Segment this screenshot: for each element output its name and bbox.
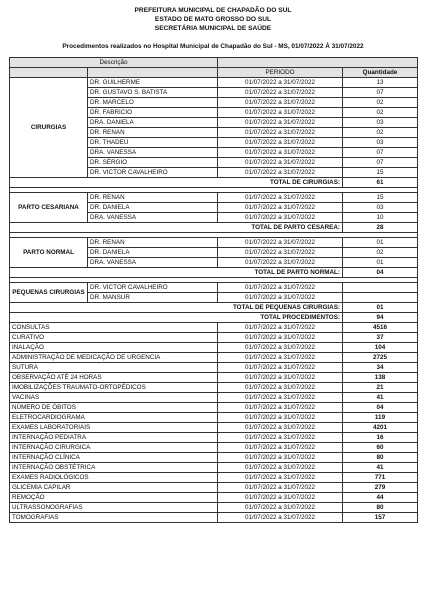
periodo-cell: 01/07/2022 a 31/07/2022 <box>218 108 343 118</box>
table-row <box>10 483 418 493</box>
table-row <box>10 433 418 443</box>
table-header-row-1 <box>10 58 418 68</box>
quantity-cell: 02 <box>343 248 418 258</box>
procedure-name: ULTRASSONOGRAFIAS <box>10 503 218 513</box>
procedure-name: SUTURA <box>10 363 218 373</box>
quantity-cell: 10 <box>343 213 418 223</box>
doctor-name: DR. DANIELA <box>88 248 218 258</box>
table-row <box>10 238 418 248</box>
quantity-cell: 44 <box>343 493 418 503</box>
quantity-cell: 21 <box>343 383 418 393</box>
table-row <box>10 513 418 523</box>
quantity-cell: 41 <box>343 463 418 473</box>
periodo-cell: 01/07/2022 a 31/07/2022 <box>218 118 343 128</box>
periodo-cell: 01/07/2022 a 31/07/2022 <box>218 248 343 258</box>
col-descricao-header: Descrição <box>10 58 218 68</box>
quantity-cell: 02 <box>343 128 418 138</box>
doctor-name: DR. RENAN <box>88 193 218 203</box>
periodo-cell: 01/07/2022 a 31/07/2022 <box>218 138 343 148</box>
periodo-cell: 01/07/2022 a 31/07/2022 <box>218 193 343 203</box>
procedure-name: EXAMES RADIOLÓGICOS <box>10 473 218 483</box>
quantity-cell: 07 <box>343 158 418 168</box>
doctor-name: DR. SÉRGIO <box>88 158 218 168</box>
table-row <box>10 503 418 513</box>
total-procedimentos-row <box>10 313 418 323</box>
procedure-name: INTERNAÇÃO CLÍNICA <box>10 453 218 463</box>
quantity-cell: 138 <box>343 373 418 383</box>
col-quantidade-header: Quantidade <box>343 68 418 78</box>
table-row <box>10 413 418 423</box>
quantity-cell <box>343 293 418 303</box>
procedure-name: TOMOGRAFIAS <box>10 513 218 523</box>
group-total-label: TOTAL DE PARTO NORMAL: <box>10 268 343 278</box>
col-periodo-header: PERIODO <box>218 68 343 78</box>
doctor-name: DRA. VANESSA <box>88 148 218 158</box>
quantity-cell: 4201 <box>343 423 418 433</box>
doctor-name: DR. MANSUR <box>88 293 218 303</box>
table-row <box>10 423 418 433</box>
periodo-cell: 01/07/2022 a 31/07/2022 <box>218 323 343 333</box>
table-row <box>10 403 418 413</box>
procedure-name: INTERNAÇÃO OBSTÉTRICA <box>10 463 218 473</box>
quantity-cell: 60 <box>343 443 418 453</box>
table-row <box>10 78 418 88</box>
periodo-cell: 01/07/2022 a 31/07/2022 <box>218 293 343 303</box>
periodo-cell: 01/07/2022 a 31/07/2022 <box>218 148 343 158</box>
table-row <box>10 343 418 353</box>
periodo-cell: 01/07/2022 a 31/07/2022 <box>218 238 343 248</box>
quantity-cell: 03 <box>343 138 418 148</box>
table-row <box>10 473 418 483</box>
total-procedimentos-value: 94 <box>343 313 418 323</box>
doctor-name: DR. VICTOR CAVALHEIRO <box>88 168 218 178</box>
periodo-cell: 01/07/2022 a 31/07/2022 <box>218 343 343 353</box>
periodo-cell: 01/07/2022 a 31/07/2022 <box>218 503 343 513</box>
quantity-cell: 104 <box>343 343 418 353</box>
procedure-name: REMOÇÃO <box>10 493 218 503</box>
table-row <box>10 453 418 463</box>
periodo-cell: 01/07/2022 a 31/07/2022 <box>218 393 343 403</box>
group-total-label: TOTAL DE PEQUENAS CIRURGIAS: <box>10 303 343 313</box>
table-row <box>10 363 418 373</box>
category-label: PARTO CESARIANA <box>10 193 88 223</box>
periodo-cell: 01/07/2022 a 31/07/2022 <box>218 473 343 483</box>
doctor-name: DRA. VANESSA <box>88 213 218 223</box>
quantity-cell: 01 <box>343 258 418 268</box>
procedure-name: EXAMES LABORATORIAIS <box>10 423 218 433</box>
quantity-cell: 279 <box>343 483 418 493</box>
quantity-cell: 16 <box>343 433 418 443</box>
periodo-cell: 01/07/2022 a 31/07/2022 <box>218 483 343 493</box>
doctor-name: DR. FABRICIO <box>88 108 218 118</box>
procedure-name: INTERNAÇÃO CIRURGICA <box>10 443 218 453</box>
doctor-name: DR. MARCELO <box>88 98 218 108</box>
group-total-label: TOTAL DE PARTO CESAREA: <box>10 223 343 233</box>
group-total-value: 01 <box>343 303 418 313</box>
group-total-label: TOTAL DE CIRURGIAS: <box>10 178 343 188</box>
procedure-name: INTERNAÇÃO PEDIATRA <box>10 433 218 443</box>
periodo-cell: 01/07/2022 a 31/07/2022 <box>218 513 343 523</box>
table-header-row-2 <box>10 68 418 78</box>
group-total-value: 28 <box>343 223 418 233</box>
table-row <box>10 463 418 473</box>
quantity-cell: 07 <box>343 148 418 158</box>
procedure-name: OBSERVAÇÃO ATÉ 24 HORAS <box>10 373 218 383</box>
procedure-name: IMOBILIZAÇÕES TRAUMATO-ORTOPÉDICOS <box>10 383 218 393</box>
periodo-cell: 01/07/2022 a 31/07/2022 <box>218 353 343 363</box>
category-label: PARTO NORMAL <box>10 238 88 268</box>
periodo-cell: 01/07/2022 a 31/07/2022 <box>218 333 343 343</box>
quantity-cell: 41 <box>343 393 418 403</box>
doctor-name: DR. GUSTAVO S. BATISTA <box>88 88 218 98</box>
table-row <box>10 443 418 453</box>
periodo-cell: 01/07/2022 a 31/07/2022 <box>218 128 343 138</box>
periodo-cell: 01/07/2022 a 31/07/2022 <box>218 158 343 168</box>
periodo-cell: 01/07/2022 a 31/07/2022 <box>218 423 343 433</box>
periodo-cell: 01/07/2022 a 31/07/2022 <box>218 78 343 88</box>
procedure-name: INALAÇÃO <box>10 343 218 353</box>
quantity-cell: 15 <box>343 168 418 178</box>
periodo-cell: 01/07/2022 a 31/07/2022 <box>218 88 343 98</box>
procedure-name: CONSULTAS <box>10 323 218 333</box>
quantity-cell: 80 <box>343 503 418 513</box>
group-total-row <box>10 178 418 188</box>
header-line-1: PREFEITURA MUNICIPAL DE CHAPADÃO DO SUL <box>134 7 292 14</box>
group-total-row <box>10 268 418 278</box>
quantity-cell: 119 <box>343 413 418 423</box>
quantity-cell: 37 <box>343 333 418 343</box>
doctor-name: DR. RENAN <box>88 128 218 138</box>
periodo-cell: 01/07/2022 a 31/07/2022 <box>218 453 343 463</box>
periodo-cell: 01/07/2022 a 31/07/2022 <box>218 493 343 503</box>
table-row <box>10 493 418 503</box>
group-total-value: 04 <box>343 268 418 278</box>
procedure-name: VACINAS <box>10 393 218 403</box>
quantity-cell: 80 <box>343 453 418 463</box>
periodo-cell: 01/07/2022 a 31/07/2022 <box>218 363 343 373</box>
table-row <box>10 323 418 333</box>
total-procedimentos-label: TOTAL PROCEDIMENTOS: <box>10 313 343 323</box>
header-empty-cell <box>218 58 418 68</box>
periodo-cell: 01/07/2022 a 31/07/2022 <box>218 258 343 268</box>
periodo-cell: 01/07/2022 a 31/07/2022 <box>218 403 343 413</box>
table-row <box>10 373 418 383</box>
quantity-cell: 13 <box>343 78 418 88</box>
periodo-cell: 01/07/2022 a 31/07/2022 <box>218 433 343 443</box>
doctor-name: DR. THADEU <box>88 138 218 148</box>
procedure-name: NÚMERO DE ÓBITOS <box>10 403 218 413</box>
quantity-cell: 02 <box>343 108 418 118</box>
periodo-cell: 01/07/2022 a 31/07/2022 <box>218 213 343 223</box>
header-line-2: ESTADO DE MATO GROSSO DO SUL <box>154 16 272 23</box>
quantity-cell: 07 <box>343 88 418 98</box>
periodo-cell: 01/07/2022 a 31/07/2022 <box>218 168 343 178</box>
quantity-cell: 03 <box>343 203 418 213</box>
quantity-cell: 04 <box>343 403 418 413</box>
periodo-cell: 01/07/2022 a 31/07/2022 <box>218 463 343 473</box>
table-row <box>10 383 418 393</box>
quantity-cell: 01 <box>343 238 418 248</box>
document-header <box>0 0 426 33</box>
quantity-cell: 15 <box>343 193 418 203</box>
table-row <box>10 393 418 403</box>
procedures-table <box>9 57 418 523</box>
quantity-cell: 4516 <box>343 323 418 333</box>
quantity-cell <box>343 283 418 293</box>
group-total-value: 61 <box>343 178 418 188</box>
header-blank-cell <box>10 68 88 78</box>
group-total-row <box>10 303 418 313</box>
group-total-row <box>10 223 418 233</box>
doctor-name: DR. GUILHERME <box>88 78 218 88</box>
procedures-table-body <box>10 58 418 523</box>
doctor-name: DR. RENAN <box>88 238 218 248</box>
document-subtitle: Procedimentos realizados no Hospital Municipal de Chapadão do Sul - MS, 01/07/2022 À 31/07/2022 <box>62 43 364 50</box>
doctor-name: DRA. DANIELA <box>88 118 218 128</box>
table-row <box>10 193 418 203</box>
procedure-name: CURATIVO <box>10 333 218 343</box>
procedure-name: GLICEMIA CAPILAR <box>10 483 218 493</box>
quantity-cell: 2725 <box>343 353 418 363</box>
procedure-name: ELETROCARDIOGRAMA <box>10 413 218 423</box>
periodo-cell: 01/07/2022 a 31/07/2022 <box>218 203 343 213</box>
periodo-cell: 01/07/2022 a 31/07/2022 <box>218 373 343 383</box>
quantity-cell: 34 <box>343 363 418 373</box>
quantity-cell: 771 <box>343 473 418 483</box>
quantity-cell: 03 <box>343 118 418 128</box>
category-label: CIRURGIAS <box>10 78 88 178</box>
header-line-3: SECRETÁRIA MUNICIPAL DE SAÚDE <box>154 25 272 32</box>
table-row <box>10 333 418 343</box>
periodo-cell: 01/07/2022 a 31/07/2022 <box>218 283 343 293</box>
quantity-cell: 157 <box>343 513 418 523</box>
doctor-name: DRA. VANESSA <box>88 258 218 268</box>
periodo-cell: 01/07/2022 a 31/07/2022 <box>218 383 343 393</box>
table-row <box>10 283 418 293</box>
table-row <box>10 353 418 363</box>
procedure-name: ADMINISTRAÇÃO DE MEDICAÇÃO DE URGENCIA <box>10 353 218 363</box>
periodo-cell: 01/07/2022 a 31/07/2022 <box>218 443 343 453</box>
category-label: PEQUENAS CIRURGIAS <box>10 283 88 303</box>
header-blank-cell <box>88 68 218 78</box>
periodo-cell: 01/07/2022 a 31/07/2022 <box>218 98 343 108</box>
doctor-name: DR. DANIELA <box>88 203 218 213</box>
quantity-cell: 02 <box>343 98 418 108</box>
doctor-name: DR. VICTOR CAVALHEIRO <box>88 283 218 293</box>
periodo-cell: 01/07/2022 a 31/07/2022 <box>218 413 343 423</box>
